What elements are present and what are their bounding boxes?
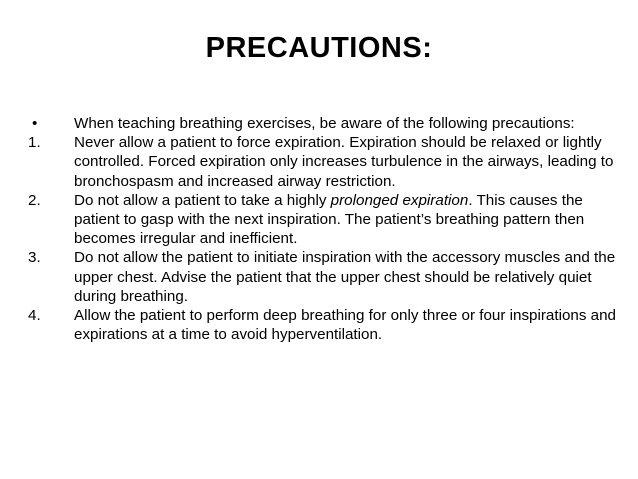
list-item-3 xyxy=(28,248,618,306)
list-number-3: 3. xyxy=(28,249,41,267)
list-text-2-emphasis: prolonged expiration xyxy=(330,191,469,209)
list-text-4: Allow the patient to perform deep breathing for only three or four inspirations and expirations at a time to avoid hyperventilation. xyxy=(74,307,617,344)
intro-text: When teaching breathing exercises, be aware of the following precautions: xyxy=(74,115,575,132)
intro-bullet xyxy=(28,114,618,133)
list-text-2-after: . This causes the patient to gasp with the next inspiration. The patient’s breathing pattern then becomes irregular and inefficient. xyxy=(74,191,585,248)
list-text-1: Never allow a patient to force expiration. Expiration should be relaxed or lightly controlled. Forced expiration only increases turbulence in the airways, leading to bronchospasm and increased airway restriction. xyxy=(74,134,614,190)
list-number-2: 2. xyxy=(28,191,41,209)
list-text-2-before: Do not allow a patient to take a highly xyxy=(74,191,331,209)
bullet-marker: • xyxy=(32,115,38,132)
slide-title: PRECAUTIONS: xyxy=(205,32,433,64)
list-text-3: Do not allow the patient to initiate inspiration with the accessory muscles and the upper chest. Advise the patient that the upper chest should be relatively quiet during breathing. xyxy=(74,249,616,305)
list-text-2 xyxy=(74,192,584,247)
slide-body xyxy=(28,114,618,344)
list-number-4: 4. xyxy=(28,307,41,325)
list-item-2 xyxy=(28,191,618,249)
list-item-4 xyxy=(28,306,618,344)
list-item-1 xyxy=(28,133,618,191)
list-number-1: 1. xyxy=(28,134,41,152)
